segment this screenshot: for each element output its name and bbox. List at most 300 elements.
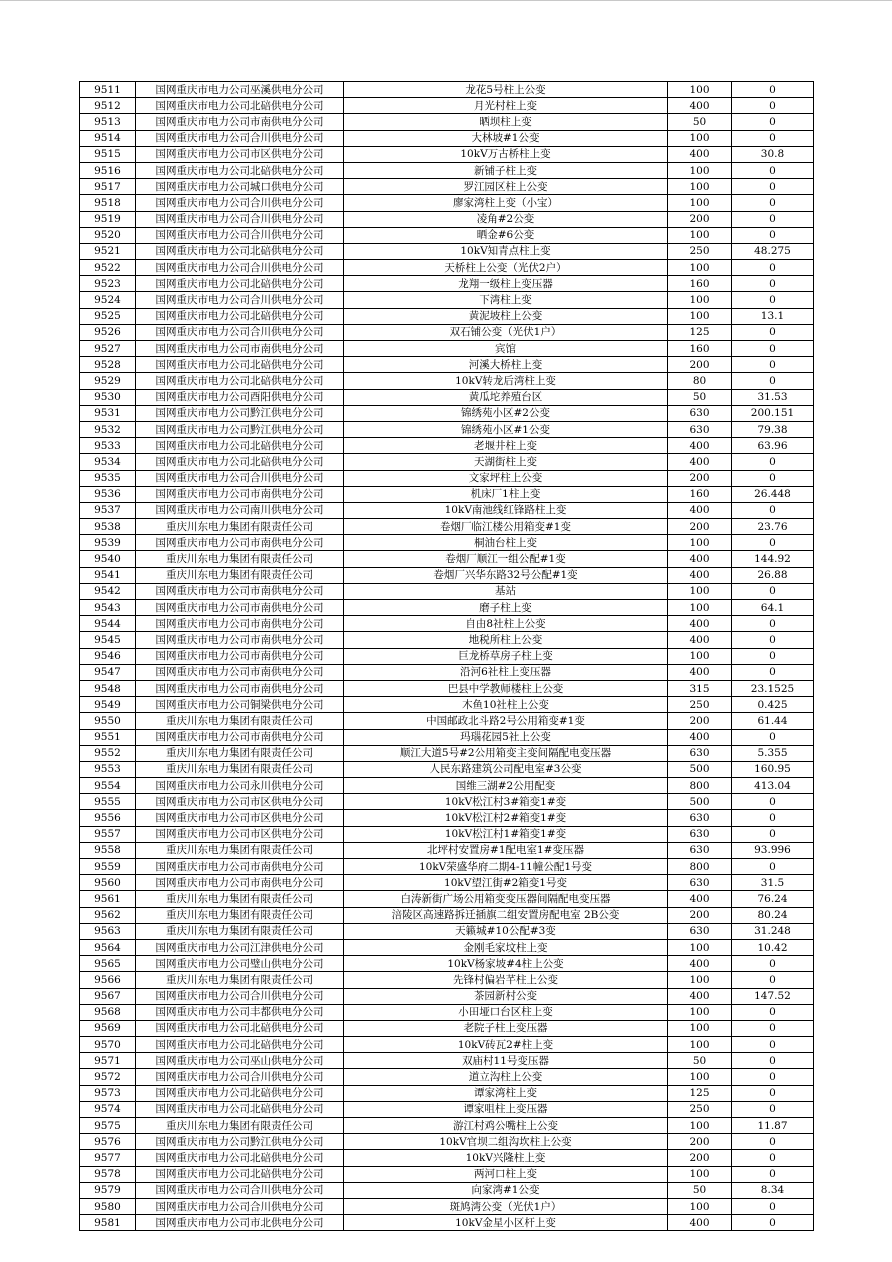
table-row [80,648,814,664]
transformer-name-cell: 老院子柱上变压器 [344,1020,668,1036]
capacity-cell: 400 [668,664,732,680]
capacity-cell: 100 [668,600,732,616]
table-row [80,357,814,373]
value-cell: 0 [732,98,814,114]
transformer-name-cell: 谭家湾柱上变 [344,1085,668,1101]
value-cell: 93.996 [732,842,814,858]
transformer-name-cell: 卷烟厂临江楼公用箱变#1变 [344,519,668,535]
table-row [80,616,814,632]
company-cell: 国网重庆市电力公司市区供电分公司 [136,146,344,162]
transformer-name-cell: 晒金#6公变 [344,227,668,243]
row-index-cell: 9546 [80,648,136,664]
table-row [80,1053,814,1069]
table-row [80,405,814,421]
value-cell: 160.95 [732,761,814,777]
capacity-cell: 100 [668,648,732,664]
company-cell: 国网重庆市电力公司合川供电分公司 [136,260,344,276]
value-cell: 0 [732,227,814,243]
value-cell: 5.355 [732,745,814,761]
company-cell: 国网重庆市电力公司市南供电分公司 [136,680,344,696]
row-index-cell: 9519 [80,211,136,227]
row-index-cell: 9526 [80,324,136,340]
capacity-cell: 100 [668,195,732,211]
table-row [80,502,814,518]
table-row [80,664,814,680]
capacity-cell: 400 [668,454,732,470]
table-row [80,1101,814,1117]
row-index-cell: 9511 [80,82,136,98]
capacity-cell: 100 [668,1118,732,1134]
transformer-name-cell: 自由8社柱上公变 [344,616,668,632]
company-cell: 国网重庆市电力公司巫山供电分公司 [136,1053,344,1069]
transformer-name-cell: 10kV杨家坡#4柱上公变 [344,956,668,972]
row-index-cell: 9574 [80,1101,136,1117]
row-index-cell: 9565 [80,956,136,972]
transformer-name-cell: 宾馆 [344,341,668,357]
transformer-name-cell: 双庙村11号变压器 [344,1053,668,1069]
capacity-cell: 400 [668,891,732,907]
company-cell: 国网重庆市电力公司黔江供电分公司 [136,421,344,437]
value-cell: 0 [732,1101,814,1117]
value-cell: 0 [732,341,814,357]
row-index-cell: 9528 [80,357,136,373]
table-row [80,227,814,243]
transformer-name-cell: 河溪大桥柱上变 [344,357,668,373]
transformer-name-cell: 木鱼10社柱上公变 [344,697,668,713]
company-cell: 国网重庆市电力公司北碚供电分公司 [136,1150,344,1166]
table-row [80,146,814,162]
row-index-cell: 9573 [80,1085,136,1101]
table-row [80,130,814,146]
transformer-name-cell: 10kV松江村1#箱变1#变 [344,826,668,842]
capacity-cell: 630 [668,810,732,826]
transformer-name-cell: 机床厂1柱上变 [344,486,668,502]
capacity-cell: 100 [668,162,732,178]
value-cell: 0 [732,1150,814,1166]
transformer-name-cell: 10kV松江村3#箱变1#变 [344,794,668,810]
company-cell: 国网重庆市电力公司市北供电分公司 [136,1215,344,1231]
company-cell: 国网重庆市电力公司北碚供电分公司 [136,276,344,292]
transformer-name-cell: 10kV官坝二组沟坎柱上公变 [344,1134,668,1150]
row-index-cell: 9562 [80,907,136,923]
company-cell: 国网重庆市电力公司黔江供电分公司 [136,1134,344,1150]
row-index-cell: 9540 [80,551,136,567]
row-index-cell: 9525 [80,308,136,324]
table-row [80,761,814,777]
table-row [80,1118,814,1134]
value-cell: 0 [732,502,814,518]
table-row [80,341,814,357]
company-cell: 国网重庆市电力公司市区供电分公司 [136,810,344,826]
transformer-name-cell: 桐油台柱上变 [344,535,668,551]
capacity-cell: 100 [668,1069,732,1085]
capacity-cell: 500 [668,794,732,810]
table-row [80,1134,814,1150]
transformer-name-cell: 锦绣苑小区#1公变 [344,421,668,437]
row-index-cell: 9564 [80,939,136,955]
table-row [80,972,814,988]
value-cell: 48.275 [732,243,814,259]
company-cell: 国网重庆市电力公司北碚供电分公司 [136,1085,344,1101]
table-row [80,373,814,389]
value-cell: 0 [732,1053,814,1069]
capacity-cell: 100 [668,972,732,988]
capacity-cell: 125 [668,324,732,340]
value-cell: 0 [732,859,814,875]
company-cell: 重庆川东电力集团有限责任公司 [136,519,344,535]
transformer-name-cell: 黄泥坡柱上公变 [344,308,668,324]
transformer-name-cell: 锦绣苑小区#2公变 [344,405,668,421]
row-index-cell: 9558 [80,842,136,858]
row-index-cell: 9517 [80,179,136,195]
transformer-name-cell: 下湾柱上变 [344,292,668,308]
value-cell: 0 [732,162,814,178]
table-row [80,98,814,114]
capacity-cell: 100 [668,227,732,243]
table-row [80,1069,814,1085]
transformer-name-cell: 10kV知青点柱上变 [344,243,668,259]
row-index-cell: 9545 [80,632,136,648]
company-cell: 国网重庆市电力公司市南供电分公司 [136,114,344,130]
row-index-cell: 9523 [80,276,136,292]
row-index-cell: 9544 [80,616,136,632]
table-row [80,697,814,713]
value-cell: 23.76 [732,519,814,535]
company-cell: 重庆川东电力集团有限责任公司 [136,972,344,988]
transformer-name-cell: 10kV望江街#2箱变1号变 [344,875,668,891]
transformer-name-cell: 10kV南池线红锋路柱上变 [344,502,668,518]
table-row [80,389,814,405]
capacity-cell: 100 [668,179,732,195]
table-row [80,1150,814,1166]
company-cell: 重庆川东电力集团有限责任公司 [136,551,344,567]
table-row [80,1004,814,1020]
company-cell: 国网重庆市电力公司巫溪供电分公司 [136,82,344,98]
value-cell: 200.151 [732,405,814,421]
table-row [80,276,814,292]
transformer-name-cell: 茶园新村公变 [344,988,668,1004]
row-index-cell: 9535 [80,470,136,486]
capacity-cell: 100 [668,260,732,276]
table-row [80,438,814,454]
company-cell: 国网重庆市电力公司北碚供电分公司 [136,1101,344,1117]
table-row [80,713,814,729]
capacity-cell: 400 [668,502,732,518]
row-index-cell: 9547 [80,664,136,680]
value-cell: 79.38 [732,421,814,437]
value-cell: 30.8 [732,146,814,162]
company-cell: 国网重庆市电力公司合川供电分公司 [136,1069,344,1085]
capacity-cell: 50 [668,1182,732,1198]
row-index-cell: 9554 [80,778,136,794]
company-cell: 国网重庆市电力公司丰都供电分公司 [136,1004,344,1020]
transformer-name-cell: 老堰井柱上变 [344,438,668,454]
value-cell: 10.42 [732,939,814,955]
transformer-name-cell: 大林坡#1公变 [344,130,668,146]
transformer-name-cell: 天桥柱上公变（光伏2户） [344,260,668,276]
company-cell: 国网重庆市电力公司北碚供电分公司 [136,357,344,373]
transformer-name-cell: 卷烟厂兴华东路32号公配#1变 [344,567,668,583]
transformer-name-cell: 10kV松江村2#箱变1#变 [344,810,668,826]
company-cell: 国网重庆市电力公司合川供电分公司 [136,324,344,340]
capacity-cell: 400 [668,98,732,114]
capacity-cell: 100 [668,1166,732,1182]
company-cell: 国网重庆市电力公司市南供电分公司 [136,616,344,632]
company-cell: 国网重庆市电力公司北碚供电分公司 [136,243,344,259]
value-cell: 0 [732,82,814,98]
transformer-name-cell: 文家坪柱上公变 [344,470,668,486]
row-index-cell: 9548 [80,680,136,696]
capacity-cell: 400 [668,616,732,632]
value-cell: 0 [732,114,814,130]
value-cell: 31.53 [732,389,814,405]
capacity-cell: 100 [668,939,732,955]
row-index-cell: 9521 [80,243,136,259]
transformer-name-cell: 先锋村偏岩芊柱上公变 [344,972,668,988]
row-index-cell: 9539 [80,535,136,551]
transformer-name-cell: 双石铺公变（光伏1户） [344,324,668,340]
transformer-name-cell: 10kV兴隆柱上变 [344,1150,668,1166]
company-cell: 国网重庆市电力公司北碚供电分公司 [136,162,344,178]
transformer-name-cell: 道立沟柱上公变 [344,1069,668,1085]
capacity-cell: 100 [668,535,732,551]
row-index-cell: 9530 [80,389,136,405]
table-row [80,470,814,486]
row-index-cell: 9550 [80,713,136,729]
row-index-cell: 9531 [80,405,136,421]
row-index-cell: 9577 [80,1150,136,1166]
table-row [80,1215,814,1231]
company-cell: 国网重庆市电力公司城口供电分公司 [136,179,344,195]
transformer-name-cell: 向家湾#1公变 [344,1182,668,1198]
capacity-cell: 630 [668,826,732,842]
company-cell: 重庆川东电力集团有限责任公司 [136,1118,344,1134]
capacity-cell: 315 [668,680,732,696]
row-index-cell: 9549 [80,697,136,713]
capacity-cell: 160 [668,276,732,292]
row-index-cell: 9533 [80,438,136,454]
company-cell: 重庆川东电力集团有限责任公司 [136,761,344,777]
value-cell: 0 [732,729,814,745]
company-cell: 国网重庆市电力公司合川供电分公司 [136,1182,344,1198]
company-cell: 重庆川东电力集团有限责任公司 [136,907,344,923]
row-index-cell: 9561 [80,891,136,907]
row-index-cell: 9542 [80,583,136,599]
transformer-name-cell: 10kV荣盛华府二期4-11幢公配1号变 [344,859,668,875]
table-row [80,891,814,907]
transformer-name-cell: 游江村鸡公嘴柱上公变 [344,1118,668,1134]
company-cell: 国网重庆市电力公司市区供电分公司 [136,826,344,842]
table-row [80,535,814,551]
transformer-name-cell: 巨龙桥草房子柱上变 [344,648,668,664]
row-index-cell: 9581 [80,1215,136,1231]
value-cell: 0 [732,648,814,664]
company-cell: 国网重庆市电力公司北碚供电分公司 [136,454,344,470]
table-row [80,308,814,324]
value-cell: 413.04 [732,778,814,794]
value-cell: 0 [732,826,814,842]
table-row [80,82,814,98]
company-cell: 国网重庆市电力公司市南供电分公司 [136,600,344,616]
capacity-cell: 100 [668,130,732,146]
company-cell: 国网重庆市电力公司市南供电分公司 [136,664,344,680]
table-row [80,211,814,227]
row-index-cell: 9541 [80,567,136,583]
capacity-cell: 200 [668,1134,732,1150]
company-cell: 国网重庆市电力公司市区供电分公司 [136,794,344,810]
transformer-name-cell: 顺江大道5号#2公用箱变主变间隔配电变压器 [344,745,668,761]
capacity-cell: 250 [668,697,732,713]
table-row [80,179,814,195]
value-cell: 0 [732,1215,814,1231]
capacity-cell: 400 [668,632,732,648]
value-cell: 147.52 [732,988,814,1004]
transformer-name-cell: 罗江园区柱上公变 [344,179,668,195]
row-index-cell: 9557 [80,826,136,842]
transformer-name-cell: 白涛新街广场公用箱变变压器间隔配电变压器 [344,891,668,907]
transformer-name-cell: 两河口柱上变 [344,1166,668,1182]
capacity-cell: 50 [668,1053,732,1069]
row-index-cell: 9529 [80,373,136,389]
table-row [80,794,814,810]
company-cell: 重庆川东电力集团有限责任公司 [136,713,344,729]
row-index-cell: 9543 [80,600,136,616]
company-cell: 重庆川东电力集团有限责任公司 [136,923,344,939]
table-row [80,1198,814,1214]
table-row [80,243,814,259]
value-cell: 63.96 [732,438,814,454]
table-row [80,729,814,745]
company-cell: 国网重庆市电力公司南川供电分公司 [136,502,344,518]
table-row [80,421,814,437]
table-row [80,551,814,567]
capacity-cell: 200 [668,470,732,486]
value-cell: 0 [732,195,814,211]
company-cell: 国网重庆市电力公司市南供电分公司 [136,632,344,648]
company-cell: 国网重庆市电力公司璧山供电分公司 [136,956,344,972]
value-cell: 0 [732,632,814,648]
value-cell: 0 [732,1020,814,1036]
capacity-cell: 50 [668,114,732,130]
transformer-name-cell: 小田垭口台区柱上变 [344,1004,668,1020]
company-cell: 国网重庆市电力公司江津供电分公司 [136,939,344,955]
company-cell: 国网重庆市电力公司永川供电分公司 [136,778,344,794]
table-row [80,842,814,858]
value-cell: 0 [732,1004,814,1020]
capacity-cell: 500 [668,761,732,777]
value-cell: 0 [732,956,814,972]
row-index-cell: 9520 [80,227,136,243]
table-row [80,195,814,211]
transformer-name-cell: 10kV万古桥柱上变 [344,146,668,162]
row-index-cell: 9512 [80,98,136,114]
capacity-cell: 800 [668,859,732,875]
transformer-name-cell: 10kV转龙后湾柱上变 [344,373,668,389]
transformer-name-cell: 天湖街柱上变 [344,454,668,470]
transformer-name-cell: 涪陵区高速路拆迁插旗二组安置房配电室 2B公变 [344,907,668,923]
table-row [80,632,814,648]
company-cell: 国网重庆市电力公司北碚供电分公司 [136,308,344,324]
table-row [80,454,814,470]
value-cell: 0 [732,535,814,551]
row-index-cell: 9524 [80,292,136,308]
capacity-cell: 160 [668,486,732,502]
value-cell: 0 [732,616,814,632]
value-cell: 0 [732,292,814,308]
value-cell: 0 [732,1069,814,1085]
value-cell: 31.248 [732,923,814,939]
value-cell: 0 [732,1134,814,1150]
value-cell: 0 [732,1198,814,1214]
value-cell: 0 [732,179,814,195]
transformer-name-cell: 凌角#2公变 [344,211,668,227]
company-cell: 国网重庆市电力公司铜梁供电分公司 [136,697,344,713]
capacity-cell: 400 [668,146,732,162]
capacity-cell: 630 [668,875,732,891]
row-index-cell: 9552 [80,745,136,761]
value-cell: 144.92 [732,551,814,567]
company-cell: 国网重庆市电力公司合川供电分公司 [136,292,344,308]
row-index-cell: 9516 [80,162,136,178]
transformer-name-cell: 新铺子柱上变 [344,162,668,178]
table-row [80,745,814,761]
value-cell: 26.448 [732,486,814,502]
company-cell: 国网重庆市电力公司合川供电分公司 [136,130,344,146]
value-cell: 0 [732,664,814,680]
row-index-cell: 9553 [80,761,136,777]
transformer-name-cell: 金刚毛家坟柱上变 [344,939,668,955]
transformer-name-cell: 中国邮政北斗路2号公用箱变#1变 [344,713,668,729]
capacity-cell: 400 [668,956,732,972]
value-cell: 0 [732,454,814,470]
row-index-cell: 9555 [80,794,136,810]
value-cell: 0 [732,324,814,340]
transformer-name-cell: 10kV砖瓦2#柱上变 [344,1037,668,1053]
value-cell: 0 [732,1037,814,1053]
capacity-cell: 100 [668,308,732,324]
company-cell: 国网重庆市电力公司市南供电分公司 [136,648,344,664]
value-cell: 0 [732,276,814,292]
company-cell: 国网重庆市电力公司北碚供电分公司 [136,98,344,114]
table-row [80,875,814,891]
table-row [80,907,814,923]
transformer-table [79,81,814,1231]
capacity-cell: 630 [668,745,732,761]
capacity-cell: 80 [668,373,732,389]
table-row [80,260,814,276]
capacity-cell: 630 [668,421,732,437]
table-row [80,988,814,1004]
transformer-name-cell: 晒坝柱上变 [344,114,668,130]
table-row [80,1182,814,1198]
value-cell: 31.5 [732,875,814,891]
row-index-cell: 9518 [80,195,136,211]
transformer-name-cell: 斑鸠湾公变（光伏1户） [344,1198,668,1214]
table-row [80,826,814,842]
company-cell: 国网重庆市电力公司市南供电分公司 [136,729,344,745]
capacity-cell: 100 [668,1037,732,1053]
row-index-cell: 9580 [80,1198,136,1214]
value-cell: 0 [732,470,814,486]
company-cell: 国网重庆市电力公司合川供电分公司 [136,988,344,1004]
company-cell: 国网重庆市电力公司市南供电分公司 [136,535,344,551]
table-row [80,567,814,583]
table-row [80,324,814,340]
capacity-cell: 100 [668,583,732,599]
company-cell: 国网重庆市电力公司合川供电分公司 [136,1198,344,1214]
capacity-cell: 100 [668,1020,732,1036]
capacity-cell: 200 [668,907,732,923]
